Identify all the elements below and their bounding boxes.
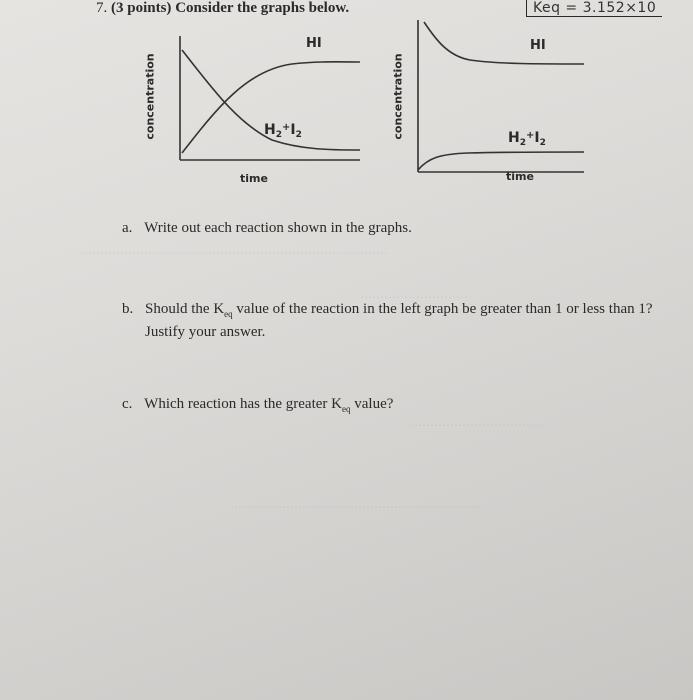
part-c xyxy=(122,396,393,414)
left-h2-i2-label: $H_2^+I_2$ xyxy=(264,122,302,140)
right-graph-plot xyxy=(388,12,588,202)
bleed-through-text: ············································································· xyxy=(80,246,388,260)
question-prompt: Consider the graphs below. xyxy=(175,0,350,16)
bleed-through-text: ··························· xyxy=(360,290,468,304)
right-h2-i2-label: $H_2^+I_2$ xyxy=(508,130,546,148)
left-y-axis-label: concentration xyxy=(143,53,157,140)
left-x-axis-label: time xyxy=(240,172,268,185)
part-b-line2: Justify your answer. xyxy=(145,324,266,340)
right-x-axis-label: time xyxy=(506,170,534,183)
right-reactant-curve xyxy=(418,152,584,170)
question-header xyxy=(96,0,349,17)
part-b xyxy=(122,300,682,341)
part-a-letter: a. xyxy=(122,220,133,236)
bleed-through-text: ······························································· xyxy=(230,500,482,514)
part-b-text: Should the $K_{eq}$ value of the reaction in the left graph be greater than 1 or less than 1? xyxy=(145,301,653,319)
part-a xyxy=(122,220,412,237)
keq-handwritten-note: Keq = 3.152×10 xyxy=(526,0,662,17)
part-c-text: Which reaction has the greater $K_{eq}$ value? xyxy=(144,396,394,414)
part-a-text: Write out each reaction shown in the graphs. xyxy=(144,220,412,236)
left-graph xyxy=(142,28,382,198)
left-hi-label: HI xyxy=(306,36,322,51)
bleed-through-text: ·································· xyxy=(410,418,546,432)
part-c-letter: c. xyxy=(122,396,133,412)
right-hi-label: HI xyxy=(530,38,546,53)
part-b-letter: b. xyxy=(122,301,134,317)
right-graph xyxy=(388,12,588,202)
right-product-curve xyxy=(424,22,584,64)
question-number: 7. xyxy=(96,0,108,16)
right-y-axis-label: concentration xyxy=(391,53,405,140)
question-points: (3 points) xyxy=(111,0,172,16)
